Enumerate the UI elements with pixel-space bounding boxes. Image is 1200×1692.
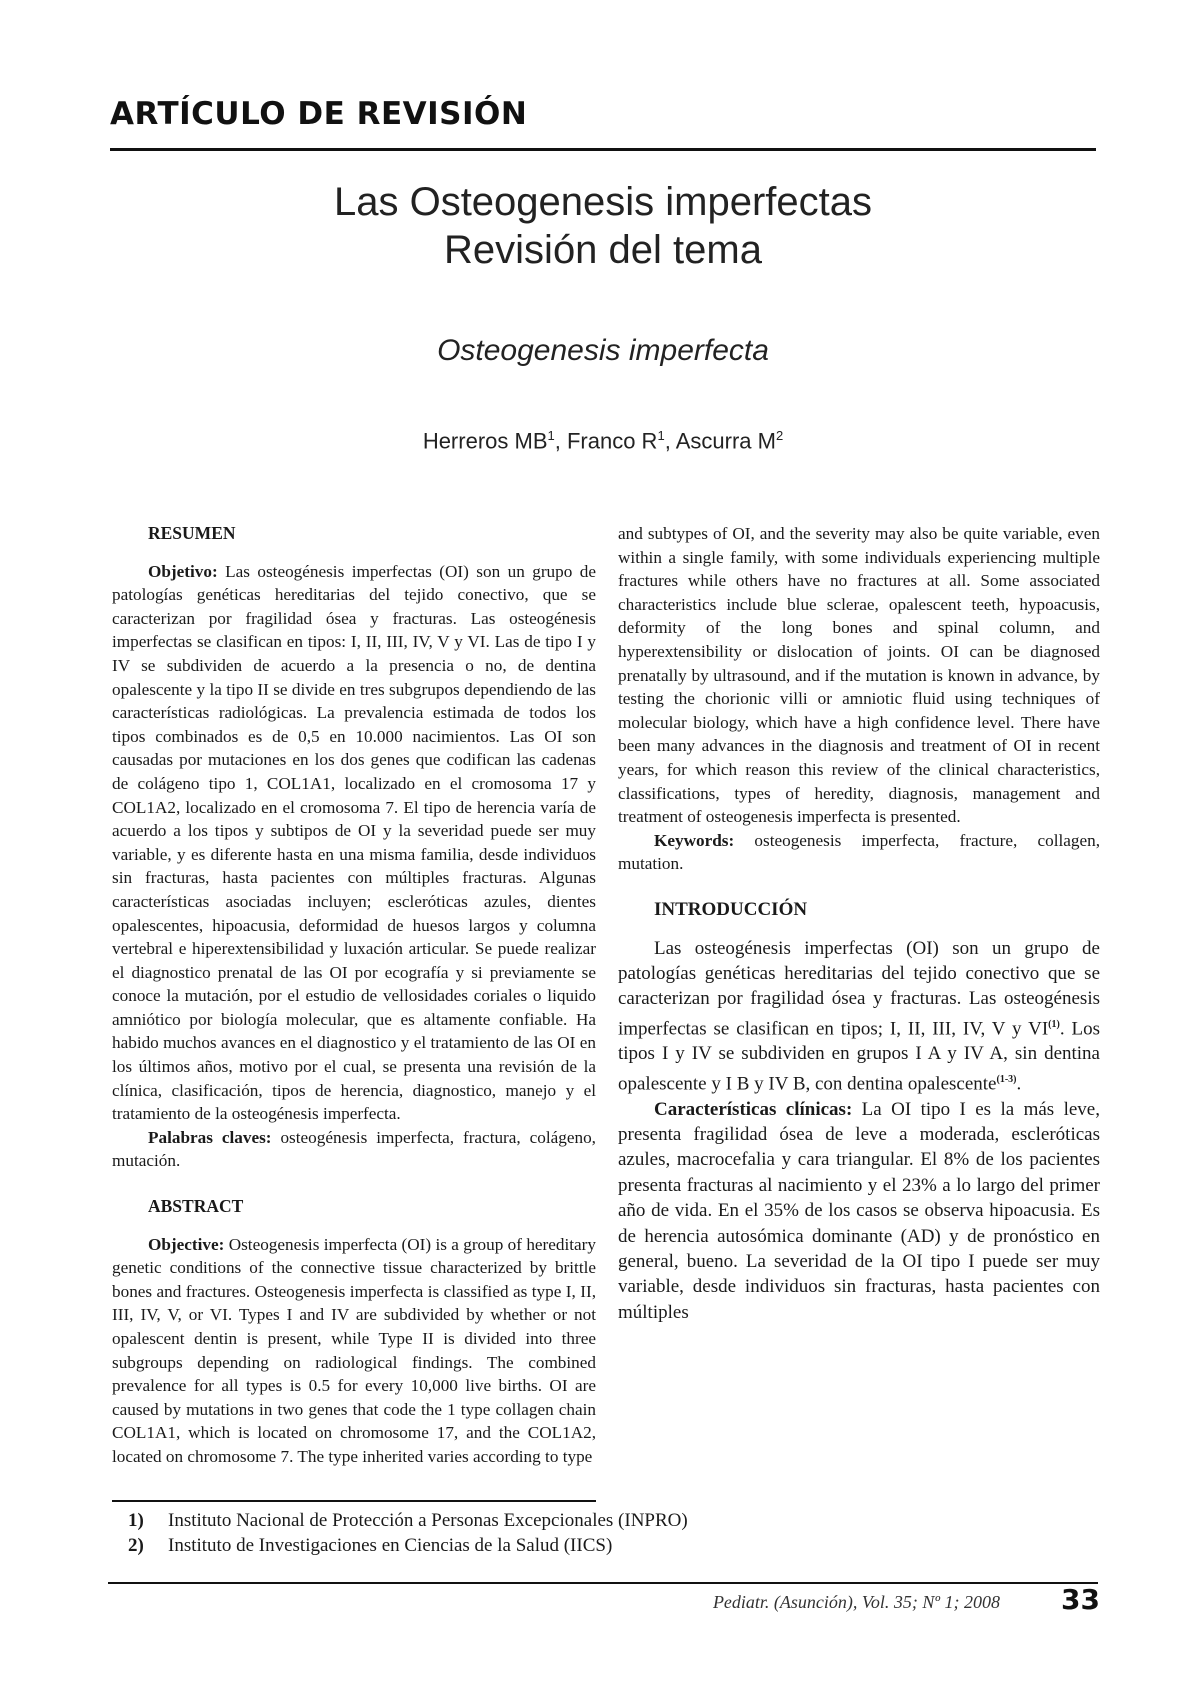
footnote-1: 1) Instituto Nacional de Protección a Personas Excepcionales (INPRO) (128, 1510, 688, 1531)
author-3-affiliation: 2 (775, 428, 784, 443)
abstract-keywords-placeholder: and subtypes of OI, and the severity may also be quite variable, even within a single family, with some individuals experiencing multiple fractures while others have no fractures at all. Some associated characteristics include blue sclerae, opalescent teeth, hypoacusis, deformity of the long bones and spinal column, and hyperextensibility or dislocation of joints. OI can be diagnosed prenatally by ultrasound, and if the mutation is known in advance, by testing the chorionic villi or amniotic fluid using techniques of molecular biology, which have a high confidence level. There have been many advances in the diagnosis and treatment of OI in recent years, for which reason this review of the clinical characteristics, classifications, types of heredity, diagnosis, management and treatment of osteogenesis imperfecta is presented. (618, 524, 1100, 827)
title-line-2: Revisión del tema (444, 228, 762, 272)
intro-paragraph-1: Las osteogénesis imperfectas (OI) son un grupo de patologías genéticas hereditarias del tejido conectivo que se caracterizan por fragilidad ósea y fracturas. Las osteogénesis imperfectas se clasifican en tipos; I, II, III, IV, V y VI$^{(1)}$. Los tipos I y IV se subdividen en grupos I A y IV A, sin dentina opalescente y I B y IV B, con dentina opalescente$^{(1-3)}$. (618, 937, 1100, 1095)
citation-ref: (1-3) (996, 1073, 1017, 1085)
introduccion-body (618, 936, 1100, 1326)
section-label: ARTÍCULO DE REVISIÓN (110, 96, 528, 132)
left-column (112, 522, 596, 1469)
introduccion-heading: INTRODUCCIÓN (654, 898, 808, 920)
journal-citation: Pediatr. (Asunción), Vol. 35; Nº 1; 2008 (712, 1592, 1000, 1612)
footnote-rule (112, 1500, 596, 1502)
page-number: 33 (1061, 1583, 1100, 1616)
authors: Herreros $MB^1$, Franco $R^1$, Ascurra $M^2$ (422, 428, 784, 454)
subtitle: Osteogenesis imperfecta (437, 334, 769, 367)
footnote-2: 2) Instituto de Investigaciones en Ciencias de la Salud (IICS) (128, 1535, 613, 1556)
resumen-objetivo: Objetivo: Las osteogénesis imperfectas (OI) son un grupo de patologías genéticas hereditarias del tejido conectivo, que se caracterizan por fragilidad ósea y fracturas. Las osteogénesis imperfectas se clasifican en tipos: I, II, III, IV, V y VI. Las de tipo I y IV se subdividen de acuerdo a la presencia o no, de dentina opalescente y la tipo II se divide en tres subgrupos dependiendo de las características radiológicas. La prevalencia estimada de todos los tipos combinados es de 0,5 en 10.000 nacimientos. Las OI son causadas por mutaciones en los dos genes que codifican las cadenas de colágeno tipo 1, COL1A1, localizado en el cromosoma 17 y COL1A2, localizado en el cromosoma 7. El tipo de herencia varía de acuerdo a los tipos y subtipos de OI y la severidad puede ser muy variable, y es diferente hasta en una misma familia, desde individuos sin fracturas, hasta pacientes con múltiples fracturas. Algunas características asociadas incluyen; escleróticas azules, dientes opalescentes, hipoacusia, deformidad de huesos largos y columna vertebral e hiperextensibilidad y luxación articular. Se puede realizar el diagnostico prenatal de las OI por ecografía y si previamente se conoce la mutación, por el estudio de vellosidades coriales o liquido amniótico por biología molecular, que es altamente confiable. Ha habido muchos avances en el diagnostico y el tratamiento de las OI en los últimos años, motivo por el cual, se presenta una revisión de la clínica, clasificación, tipos de herencia, diagnostico, manejo y el tratamiento de la osteogénesis imperfecta. (112, 561, 596, 1124)
footer-rule (108, 1582, 1098, 1584)
abstract-heading: ABSTRACT (148, 1196, 244, 1217)
resumen-palabras-claves: Palabras claves: osteogénesis imperfecta, fractura, colágeno, mutación. (112, 1127, 596, 1171)
abstract-objective: Objective: Osteogenesis imperfecta (OI) is a group of hereditary genetic conditions of the connective tissue characterized by brittle bones and fractures. Osteogenesis imperfecta is classified as type I, II, III, IV, V, or VI. Types I and IV are subdivided by whether or not opalescent dentin is present, while Type II is divided into three subgroups depending on radiological findings. The combined prevalence for all types is 0.5 for every 10,000 live births. OI are caused by mutations in two genes that code the 1 type collagen chain COL1A1, which is located on chromosome 17, and the COL1A2, located on chromosome 7. The type inherited varies according to type (112, 1234, 596, 1466)
author-1: Herreros MB (422, 428, 548, 454)
author-3: Ascurra M (675, 428, 776, 454)
intro-paragraph-2: Características clínicas: La OI tipo I es la más leve, presenta fragilidad ósea de leve a moderada, escleróticas azules, macrocefalia y cara triangular. El 8% de los pacientes presenta fracturas al nacimiento y el 23% a lo largo del primer año de vida. En el 35% de los casos se observa hipoacusia. Es de herencia autosómica dominante (AD) y de pronóstico en general, bueno. La severidad de la OI tipo I puede ser muy variable, desde individuos sin fracturas, hasta pacientes con múltiples (618, 1098, 1100, 1323)
abstract-keywords: Keywords: osteogenesis imperfecta, fracture, collagen, mutation. (618, 830, 1100, 874)
title-line-1: Las Osteogenesis imperfectas (333, 180, 873, 224)
right-column (618, 522, 1100, 1325)
footnotes (128, 1508, 688, 1558)
header-rule (110, 148, 1096, 151)
author-2-affiliation: 1 (657, 428, 665, 443)
citation-ref: (1) (1048, 1018, 1060, 1030)
author-1-affiliation: 1 (547, 428, 555, 443)
author-2: Franco R (566, 428, 658, 454)
resumen-heading: RESUMEN (148, 523, 236, 543)
